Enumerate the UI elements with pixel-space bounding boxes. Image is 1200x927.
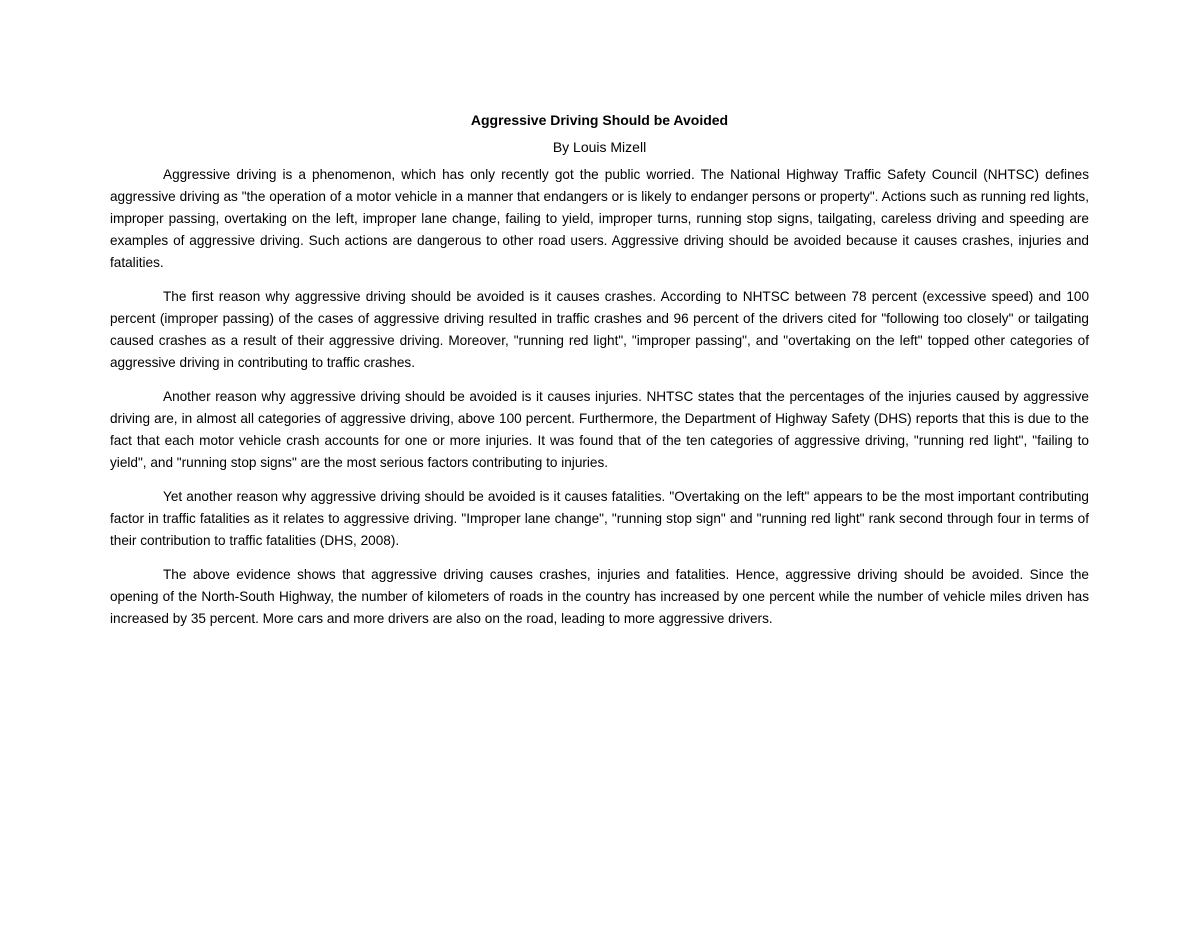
document-title: Aggressive Driving Should be Avoided [470, 112, 729, 128]
paragraph-intro: Aggressive driving is a phenomenon, which has only recently got the public worried. The National Highway Traffic Safety Council (NHTSC) defines aggressive driving as "the operation of a motor vehicle in a manner that endangers or is likely to endanger persons or property". Actions such as running red lights, improper passing, overtaking on the left, improper lane change, failing to yield, improper turns, running stop signs, tailgating, careless driving and speeding are examples of aggressive driving. Such actions are dangerous to other road users. Aggressive driving should be avoided because it causes crashes, injuries and fatalities. [110, 167, 1089, 270]
paragraph-fatalities: Yet another reason why aggressive driving should be avoided is it causes fatalities. "Overtaking on the left" appears to be the most important contributing factor in traffic fatalities as it relates to aggressive driving. "Improper lane change", "running stop sign" and "running red light" rank second through four in terms of their contribution to traffic fatalities (DHS, 2008). [110, 489, 1089, 548]
paragraph-injuries: Another reason why aggressive driving should be avoided is it causes injuries. NHTSC states that the percentages of the injuries caused by aggressive driving are, in almost all categories of aggressive driving, above 100 percent. Furthermore, the Department of Highway Safety (DHS) reports that this is due to the fact that each motor vehicle crash accounts for one or more injuries. It was found that of the ten categories of aggressive driving, "running red light", "failing to yield", and "running stop signs" are the most serious factors contributing to injuries. [110, 389, 1089, 470]
paragraph-crashes: The first reason why aggressive driving should be avoided is it causes crashes. According to NHTSC between 78 percent (excessive speed) and 100 percent (improper passing) of the cases of aggressive driving resulted in traffic crashes and 96 percent of the drivers cited for "following too closely" or tailgating caused crashes as a result of their aggressive driving. Moreover, "running red light", "improper passing", and "overtaking on the left" topped other categories of aggressive driving in contributing to traffic crashes. [110, 289, 1089, 370]
document-byline: By Louis Mizell [552, 139, 647, 155]
paragraph-conclusion: The above evidence shows that aggressive driving causes crashes, injuries and fatalities. Hence, aggressive driving should be avoided. Since the opening of the North-South Highway, the number of kilometers of roads in the country has increased by one percent while the number of vehicle miles driven has increased by 35 percent. More cars and more drivers are also on the road, leading to more aggressive drivers. [110, 567, 1089, 626]
document-page [110, 110, 1089, 642]
